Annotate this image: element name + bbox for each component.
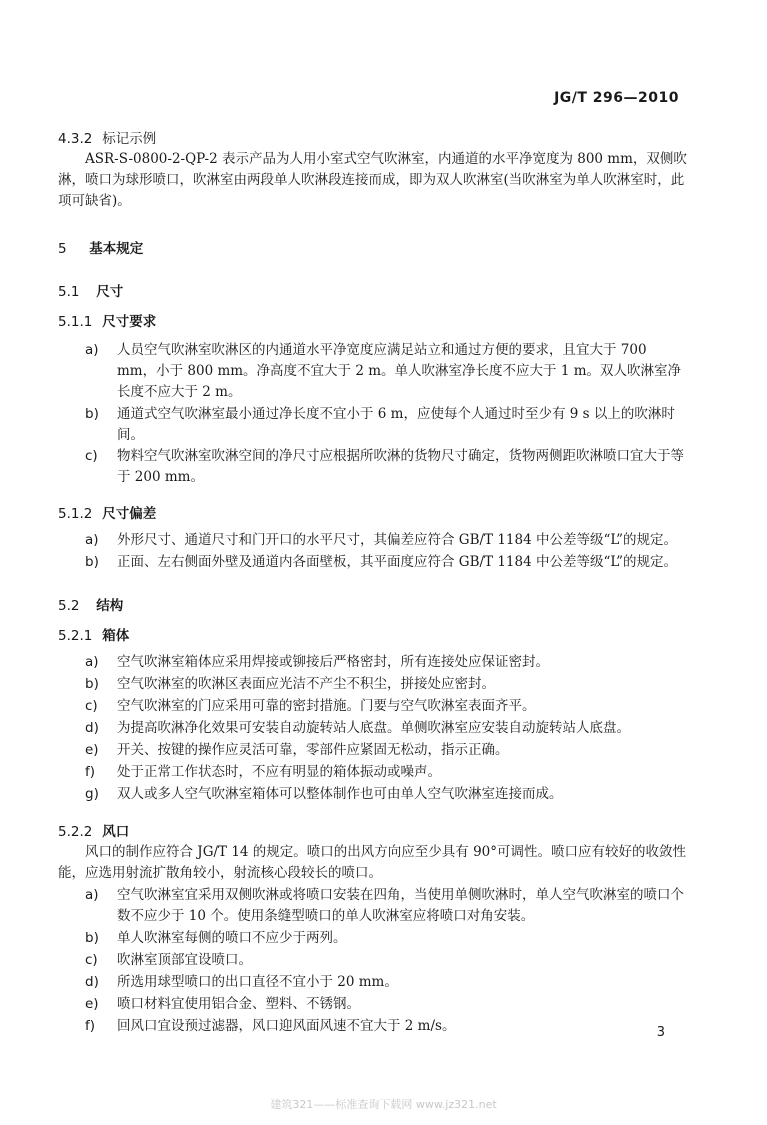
list-item <box>85 530 685 551</box>
item-text: 空气吹淋室的门应采用可靠的密封措施。门要与空气吹淋室表面齐平。 <box>117 698 536 714</box>
item-text: 空气吹淋室宜采用双侧吹淋或将喷口安装在四角，当使用单侧吹淋时，单人空气吹淋室的喷口个数不应少于 10 个。使用条缝型喷口的单人吹淋室应将喷口对角安装。 <box>117 887 684 924</box>
section-number: 4.3.2 <box>58 131 93 147</box>
item-text: 空气吹淋室的吹淋区表面应光洁不产尘不积尘，拼接处应密封。 <box>117 676 495 692</box>
item-label: a) <box>85 342 99 358</box>
item-text: 所选用球型喷口的出口直径不宜小于 20 mm。 <box>117 974 398 990</box>
section-number: 5.2.2 <box>58 824 93 840</box>
list-item <box>85 696 685 717</box>
item-text: 外形尺寸、通道尺寸和门开口的水平尺寸，其偏差应符合 GB/T 1184 中公差等级“L”的规定。 <box>117 532 678 548</box>
item-label: f) <box>85 1018 96 1034</box>
item-text: 通道式空气吹淋室最小通过净长度不宜小于 6 m，应使每个人通过时至少有 9 s 以上的吹淋时间。 <box>117 406 675 443</box>
heading-5-2-1 <box>58 624 129 644</box>
item-label: d) <box>85 974 99 990</box>
item-text: 吹淋室顶部宜设喷口。 <box>117 952 252 968</box>
item-label: b) <box>85 930 99 946</box>
item-label: g) <box>85 786 99 802</box>
item-label: b) <box>85 406 99 422</box>
item-text: 双人或多人空气吹淋室箱体可以整体制作也可由单人空气吹淋室连接而成。 <box>117 786 563 802</box>
item-label: a) <box>85 887 99 903</box>
heading-5 <box>58 237 143 257</box>
paragraph-marking-example: ASR-S-0800-2-QP-2 表示产品为人用小室式空气吹淋室，内通道的水平净宽度为 800 mm，双侧吹淋，喷口为球形喷口，吹淋室由两段单人吹淋段连接而成，即为双人吹淋室(当吹淋室为单人吹淋室时，此项可缺省)。 <box>58 151 687 209</box>
list-item <box>85 674 685 695</box>
section-number: 5.1 <box>58 284 80 300</box>
item-text: 空气吹淋室箱体应采用焊接或铆接后严格密封，所有连接处应保证密封。 <box>117 654 549 670</box>
item-label: d) <box>85 720 99 736</box>
section-title: 风口 <box>102 824 130 840</box>
item-label: e) <box>85 742 99 758</box>
item-label: f) <box>85 764 96 780</box>
list-item <box>85 972 685 993</box>
item-label: b) <box>85 676 99 692</box>
heading-5-2-2 <box>58 820 129 840</box>
section-title: 箱体 <box>102 628 130 644</box>
item-label: a) <box>85 654 99 670</box>
list-item <box>85 446 685 488</box>
section-title: 标记示例 <box>102 131 157 147</box>
item-text: 喷口材料宜使用铝合金、塑料、不锈钢。 <box>117 996 360 1012</box>
list-item <box>85 1016 685 1037</box>
section-number: 5 <box>58 241 67 257</box>
list-item <box>85 928 685 949</box>
heading-5-2 <box>58 594 123 614</box>
item-label: e) <box>85 996 99 1012</box>
list-item <box>85 340 685 403</box>
list-item <box>85 740 685 761</box>
item-text: 开关、按键的操作应灵活可靠，零部件应紧固无松动，指示正确。 <box>117 742 509 758</box>
list-item <box>85 950 685 971</box>
section-number: 5.1.1 <box>58 314 93 330</box>
item-text: 单人吹淋室每侧的喷口不应少于两列。 <box>117 930 347 946</box>
heading-5-1-2 <box>58 502 156 522</box>
paragraph-air-outlet: 风口的制作应符合 JG/T 14 的规定。喷口的出风方向应至少具有 90°可调性。喷口应有较好的收敛性能，应选用射流扩散角较小，射流核心段较长的喷口。 <box>58 844 687 881</box>
list-item <box>85 552 685 573</box>
section-title: 结构 <box>96 598 124 614</box>
watermark: 建筑321——标准查询下载网 www.jz321.net <box>270 1098 497 1111</box>
section-number: 5.1.2 <box>58 506 93 522</box>
list-item <box>85 762 685 783</box>
page-number: 3 <box>656 1025 665 1040</box>
section-title: 尺寸要求 <box>102 314 157 330</box>
heading-5-1-1 <box>58 310 156 330</box>
list-item <box>85 784 685 805</box>
heading-4-3-2 <box>58 127 156 147</box>
list-item <box>85 994 685 1015</box>
list-item <box>85 404 685 446</box>
heading-5-1 <box>58 280 123 300</box>
list-item <box>85 652 685 673</box>
item-label: b) <box>85 554 99 570</box>
item-label: c) <box>85 952 98 968</box>
section-title: 基本规定 <box>89 241 144 257</box>
item-label: a) <box>85 532 99 548</box>
item-text: 人员空气吹淋室吹淋区的内通道水平净宽度应满足站立和通过方便的要求，且宜大于 700 mm，小于 800 mm。净高度不宜大于 2 m。单人吹淋室净长度不应大于 1 m。双人吹淋室净长度不应大于 2 m。 <box>117 342 681 400</box>
item-label: c) <box>85 698 98 714</box>
list-item <box>85 718 685 739</box>
item-text: 正面、左右侧面外壁及通道内各面壁板，其平面度应符合 GB/T 1184 中公差等级“L”的规定。 <box>117 554 678 570</box>
item-text: 处于正常工作状态时，不应有明显的箱体振动或噪声。 <box>117 764 441 780</box>
section-title: 尺寸 <box>96 284 124 300</box>
section-number: 5.2.1 <box>58 628 93 644</box>
item-label: c) <box>85 448 98 464</box>
item-text: 回风口宜设预过滤器，风口迎风面风速不宜大于 2 m/s。 <box>117 1018 456 1034</box>
section-title: 尺寸偏差 <box>102 506 157 522</box>
item-text: 为提高吹淋净化效果可安装自动旋转站人底盘。单侧吹淋室应安装自动旋转站人底盘。 <box>117 720 630 736</box>
list-item <box>85 885 685 927</box>
section-number: 5.2 <box>58 598 80 614</box>
item-text: 物料空气吹淋室吹淋空间的净尺寸应根据所吹淋的货物尺寸确定，货物两侧距吹淋喷口宜大于等于 200 mm。 <box>117 448 684 485</box>
standard-code: JG/T 296—2010 <box>554 90 679 106</box>
